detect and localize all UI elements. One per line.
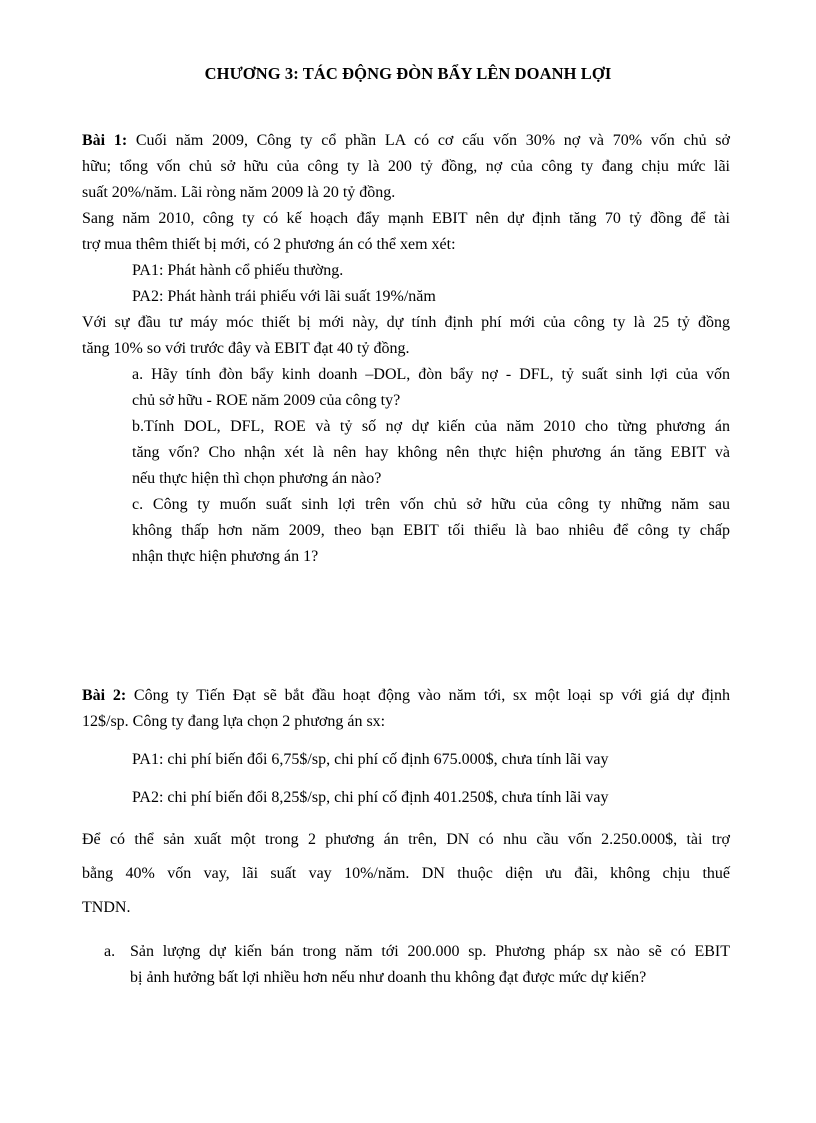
exercise-2-label: Bài 2: <box>82 687 127 704</box>
exercise-1-question-a: a. Hãy tính đòn bẩy kinh doanh –DOL, đòn bẩy nợ - DFL, tỷ suất sinh lợi của vốn chủ sở hữu - ROE năm 2009 của công ty? <box>132 366 730 409</box>
exercise-1-plan-line-2: trợ mua thêm thiết bị mới, có 2 phương án có thể xem xét: <box>82 236 456 253</box>
exercise-1-context-line-2: tăng 10% so với trước đây và EBIT đạt 40 tỷ đồng. <box>82 340 410 357</box>
exercise-1-intro-line-2: hữu; tổng vốn chủ sở hữu của công ty là 200 tỷ đồng, nợ của công ty đang chịu mức lãi <box>82 158 730 175</box>
exercise-1-option-2: PA2: Phát hành trái phiếu với lãi suất 19%/năm <box>132 288 436 305</box>
exercise-2 <box>82 683 730 991</box>
exercise-2-question-a-marker: a. <box>104 943 116 960</box>
exercise-1-context-line-1: Với sự đầu tư máy móc thiết bị mới này, dự tính định phí mới của công ty là 25 tỷ đồng <box>82 314 730 331</box>
exercise-1-plan-line-1: Sang năm 2010, công ty có kế hoạch đẩy mạnh EBIT nên dự định tăng 70 tỷ đồng để tài <box>82 210 730 227</box>
exercise-1-intro-line-1: Bài 1: Cuối năm 2009, Công ty cổ phần LA có cơ cấu vốn 30% nợ và 70% vốn chủ sở <box>82 132 730 149</box>
exercise-2-intro-line-1: Bài 2: Công ty Tiến Đạt sẽ bắt đầu hoạt động vào năm tới, sx một loại sp với giá dự định <box>82 687 730 704</box>
exercise-1 <box>82 128 730 570</box>
exercise-1-option-1: PA1: Phát hành cổ phiếu thường. <box>132 262 344 279</box>
exercise-2-context: Để có thể sản xuất một trong 2 phương án trên, DN có nhu cầu vốn 2.250.000$, tài trợ bằng 40% vốn vay, lãi suất vay 10%/năm. DN thuộc diện ưu đãi, không chịu thuế TNDN. <box>82 831 730 916</box>
exercise-1-question-b: b.Tính DOL, DFL, ROE và tỷ số nợ dự kiến của năm 2010 cho từng phương án tăng vốn? Cho nhận xét là nên hay không nên thực hiện phương án tăng EBIT và nếu thực hiện thì chọn phương án nào? <box>132 418 730 487</box>
exercise-2-option-2: PA2: chi phí biến đổi 8,25$/sp, chi phí cố định 401.250$, chưa tính lãi vay <box>132 789 609 806</box>
exercise-2-intro-line-2: 12$/sp. Công ty đang lựa chọn 2 phương án sx: <box>82 713 386 730</box>
exercise-2-question-a: a. Sản lượng dự kiến bán trong năm tới 200.000 sp. Phương pháp sx nào sẽ có EBIT bị ảnh hưởng bất lợi nhiều hơn nếu như doanh thu không đạt được mức dự kiến? <box>82 939 730 991</box>
exercise-1-question-c: c. Công ty muốn suất sinh lợi trên vốn chủ sở hữu của công ty những năm sau không thấp hơn năm 2009, theo bạn EBIT tối thiểu là bao nhiêu để công ty chấp nhận thực hiện phương án 1? <box>132 496 730 565</box>
exercise-2-option-1: PA1: chi phí biến đổi 6,75$/sp, chi phí cố định 675.000$, chưa tính lãi vay <box>132 751 609 768</box>
exercise-1-label: Bài 1: <box>82 132 128 149</box>
chapter-title: CHƯƠNG 3: TÁC ĐỘNG ĐÒN BẨY LÊN DOANH LỢI <box>204 64 612 83</box>
exercise-1-intro-line-3: suất 20%/năm. Lãi ròng năm 2009 là 20 tỷ đồng. <box>82 184 396 201</box>
